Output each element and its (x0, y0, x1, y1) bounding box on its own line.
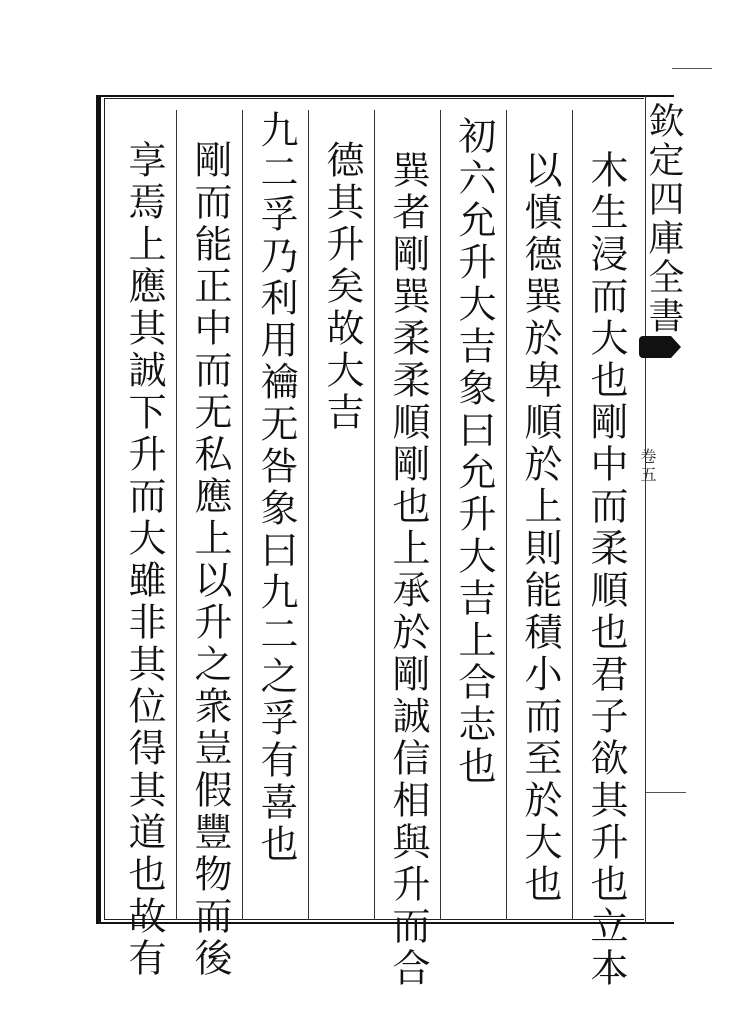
column-rule (506, 110, 507, 920)
text-column-7: 剛而能正中而无私應上以升之衆豈假豐物而後 (188, 140, 232, 980)
text-column-1: 木生浸而大也剛中而柔順也君子欲其升也立本 (584, 150, 628, 990)
fish-tail-icon (639, 336, 671, 358)
column-rule (176, 110, 177, 920)
margin-volume-label: 卷五 (638, 448, 657, 484)
bottom-tick-mark (646, 792, 686, 793)
column-rule (440, 110, 441, 920)
text-column-6: 九二孚乃利用禴无咎象曰九二之孚有喜也 (254, 110, 298, 866)
column-rule (308, 110, 309, 920)
column-rule (374, 110, 375, 920)
text-column-2: 以慎德巽於卑順於上則能積小而至於大也 (518, 150, 562, 906)
column-rule (242, 110, 243, 920)
column-rule (572, 110, 573, 920)
text-column-4: 巽者剛巽柔柔順剛也上承於剛誠信相與升而合 (386, 150, 430, 990)
top-tick-mark (672, 68, 712, 69)
margin-book-title: 欽定四庫全書 (643, 102, 684, 336)
text-column-8: 享焉上應其誠下升而大雖非其位得其道也故有 (122, 140, 166, 980)
text-column-5: 德其升矣故大吉 (320, 140, 364, 434)
text-column-3: 初六允升大吉象曰允升大吉上合志也 (452, 116, 496, 788)
